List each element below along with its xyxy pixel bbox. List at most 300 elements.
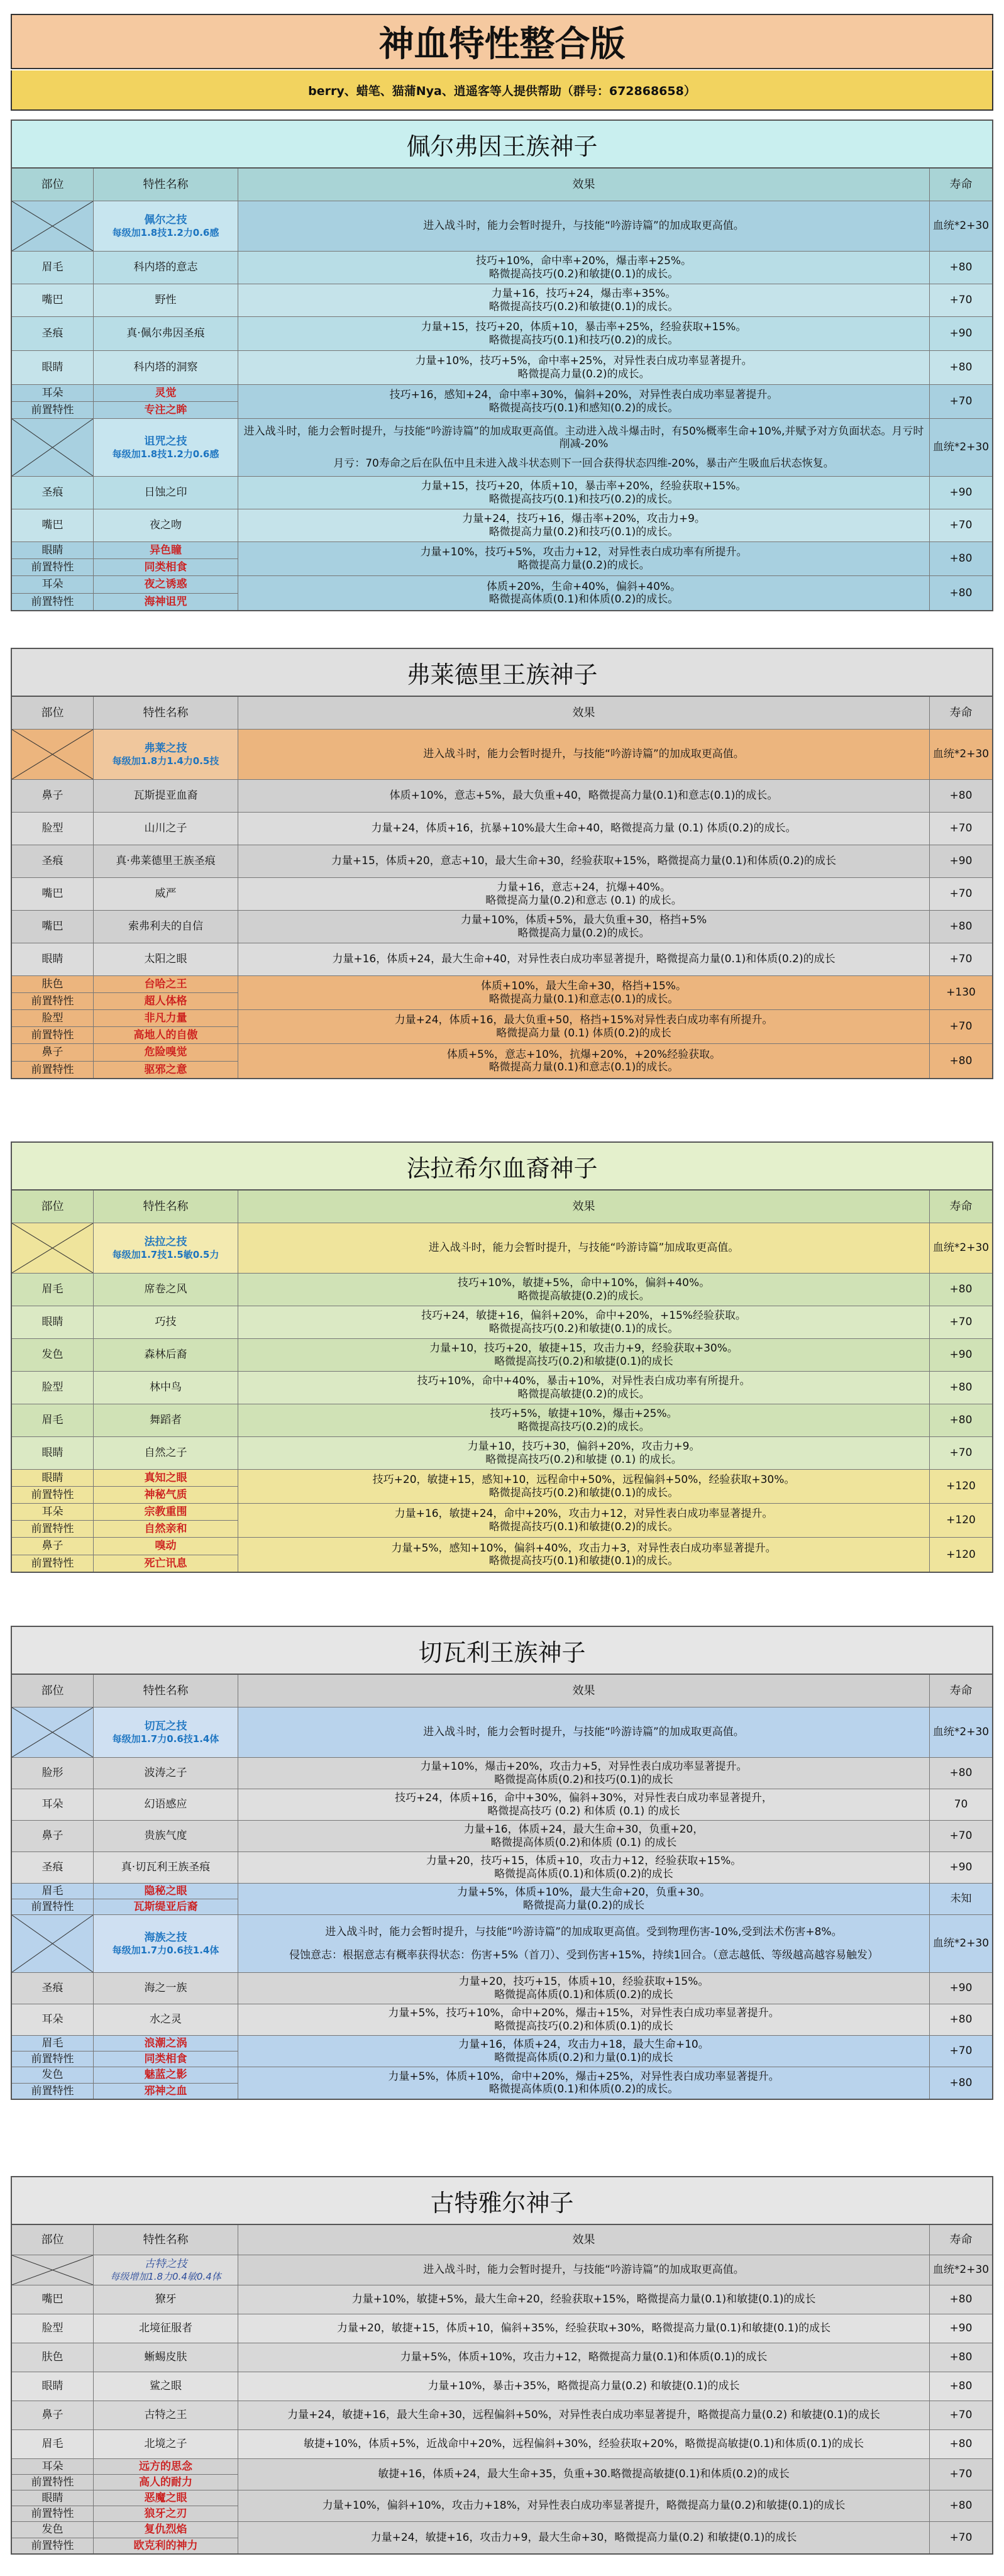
position-label: 前置特性 <box>12 401 93 418</box>
table-row <box>12 1372 992 1404</box>
position-label: 眼睛 <box>41 2491 63 2504</box>
effect-line: 力量+16，意志+24，抗爆+40%。 <box>497 881 671 894</box>
lifespan-value: +80 <box>949 2293 973 2306</box>
row-position: 耳朵 <box>12 2004 94 2035</box>
row-position-empty <box>12 201 94 251</box>
trait-name <box>94 2522 238 2553</box>
effect-line: 略微提高力量(0.2)的成长。 <box>517 558 650 572</box>
column-header-row <box>12 697 992 730</box>
skill-name: 古特之技 <box>144 2258 187 2271</box>
trait-effect <box>238 1010 930 1043</box>
cross-mark-icon <box>12 1223 93 1273</box>
position-label: 前置特性 <box>12 992 93 1009</box>
table-row <box>12 1010 992 1044</box>
skill-growth: 每级增加1.8力0.4敏0.4体 <box>110 2270 221 2282</box>
trait-name-label: 危险嗅觉 <box>144 1046 187 1059</box>
table-row <box>12 509 992 542</box>
table-row <box>12 1758 992 1789</box>
lifespan-value: +80 <box>949 2380 973 2393</box>
row-position-empty <box>12 730 94 779</box>
effect-line: 力量+24，体质+16，最大负重+50，格挡+15%对异性表白成功率有所提升。 <box>394 1014 773 1027</box>
section-title: 切瓦利王族神子 <box>12 1627 992 1675</box>
effect-line: 力量+10%，爆击+20%，攻击力+5，对异性表白成功率显著提升。 <box>420 1760 747 1774</box>
position-label: 眼睛 <box>41 543 63 557</box>
trait-name-label: 魅蓝之影 <box>144 2068 187 2082</box>
lifespan-value: +70 <box>949 294 973 307</box>
lifespan-value: +70 <box>949 2468 973 2481</box>
row-position: 鼻子 <box>12 780 94 812</box>
section-4 <box>11 1626 993 2100</box>
effect-line: 体质+5%，意志+10%，抗爆+20%，+20%经验获取。 <box>446 1048 721 1061</box>
trait-effect <box>238 2372 930 2401</box>
row-position <box>12 1470 94 1503</box>
row-position <box>12 1010 94 1043</box>
row-position: 圣痕 <box>12 1973 94 2004</box>
row-position: 耳朵 <box>12 1789 94 1820</box>
header-position: 部位 <box>12 169 94 201</box>
trait-name: 古特之王 <box>94 2401 238 2429</box>
effect-line: 力量+20，技巧+15，体质+10，经验获取+15%。 <box>458 1975 709 1989</box>
lifespan-value: 70 <box>954 1798 968 1811</box>
bloodline-skill <box>94 2255 238 2285</box>
trait-effect <box>238 477 930 509</box>
effect-line: 略微提高技巧(0.1)和敏捷(0.2)的成长。 <box>488 1520 679 1533</box>
trait-name: 自然之子 <box>94 1437 238 1469</box>
effect-line: 进入战斗时，能力会暂时提升，与技能“吟游诗篇”的加成取更高值。主动进入战斗爆击时，有50%概率生命+10%,并赋予对方负面状态。月亏时削减-20% <box>243 425 924 451</box>
section-title: 法拉希尔血裔神子 <box>12 1143 992 1191</box>
trait-name: 水之灵 <box>94 2004 238 2035</box>
trait-effect <box>238 2314 930 2343</box>
header-position: 部位 <box>12 2225 94 2255</box>
row-position: 嘴巴 <box>12 911 94 943</box>
table-row <box>12 813 992 845</box>
position-label: 发色 <box>41 2068 63 2082</box>
effect-line: 技巧+10%，命中率+20%，爆击率+25%。 <box>475 255 692 268</box>
table-row <box>12 317 992 351</box>
trait-name: 真·佩尔弗因圣痕 <box>94 317 238 350</box>
skill-name: 法拉之技 <box>144 1236 187 1249</box>
table-row <box>12 1339 992 1372</box>
column-header-row <box>12 1675 992 1707</box>
section-2 <box>11 648 993 1079</box>
effect-line: 力量+16，体质+24，最大生命+40，对异性表白成功率显著提升，略微提高力量(0.1)和体质(0.2)的成长 <box>332 953 836 966</box>
row-position-empty <box>12 1223 94 1273</box>
lifespan-value: +80 <box>949 2076 973 2089</box>
row-position: 圣痕 <box>12 845 94 877</box>
lifespan-value: +70 <box>949 2531 973 2544</box>
lifespan-value: +70 <box>949 395 973 408</box>
header-position: 部位 <box>12 1675 94 1707</box>
lifespan-value: 血统*2+30 <box>932 748 990 761</box>
trait-name: 波涛之子 <box>94 1758 238 1789</box>
bloodline-skill <box>94 201 238 251</box>
effect-line: 敏捷+10%，体质+5%，近战命中+20%，远程偏斜+30%，经验获取+20%，略微提高敏捷(0.1)和体质(0.1)的成长 <box>304 2438 864 2451</box>
row-position-empty <box>12 419 94 476</box>
table-row <box>12 1852 992 1884</box>
trait-effect <box>238 1884 930 1914</box>
trait-name: 北境征服者 <box>94 2314 238 2343</box>
lifespan-value: +70 <box>949 519 973 532</box>
trait-name <box>94 1044 238 1078</box>
effect-line: 略微提高力量(0.2)和技巧(0.1)的成长。 <box>488 525 679 538</box>
effect-line: 略微提高体质(0.2)和力量(0.1)的成长 <box>494 2051 673 2064</box>
effect-line: 力量+15，技巧+20，体质+10，暴击率+20%，经验获取+15%。 <box>421 480 747 493</box>
effect-line: 力量+20，敏捷+15，体质+10，偏斜+35%，经验获取+30%，略微提高力量(0.1)和敏捷(0.1)的成长 <box>336 2322 831 2335</box>
position-label: 鼻子 <box>41 1540 63 1553</box>
table-row <box>12 1470 992 1504</box>
position-label: 耳朵 <box>41 386 63 399</box>
trait-name <box>94 2490 238 2521</box>
effect-line: 略微提高敏捷(0.2)的成长。 <box>517 1387 650 1401</box>
row-position: 脸型 <box>12 813 94 845</box>
trait-effect <box>238 2459 930 2490</box>
trait-effect <box>238 2522 930 2553</box>
table-row <box>12 351 992 385</box>
trait-effect <box>238 2343 930 2372</box>
bloodline-skill <box>94 730 238 779</box>
row-position: 眼睛 <box>12 2372 94 2401</box>
trait-effect <box>238 2285 930 2314</box>
trait-effect <box>238 317 930 350</box>
effect-line: 力量+24，敏捷+16，攻击力+9，最大生命+30，略微提高力量(0.2) 和敏捷(0.1)的成长 <box>370 2531 797 2544</box>
cross-mark-icon <box>12 2255 93 2285</box>
trait-effect <box>238 1274 930 1306</box>
trait-effect <box>238 780 930 812</box>
effect-line: 略微提高力量(0.2)的成长 <box>522 1899 645 1912</box>
effect-line: 略微提高体质(0.2)和技巧(0.1)的成长 <box>494 1773 673 1786</box>
row-position <box>12 1538 94 1572</box>
row-position <box>12 1884 94 1914</box>
effect-line: 技巧+16，感知+24，命中率+30%，偏斜+20%，对异性表白成功率显著提升。 <box>389 389 778 402</box>
effect-line: 力量+20，技巧+15，体质+10，攻击力+12，经验获取+15%。 <box>426 1855 742 1868</box>
credits-line: berry、蜡笔、猫蒲Nya、逍遥客等人提供帮助（群号：672868658） <box>11 70 993 111</box>
table-row <box>12 1274 992 1306</box>
trait-effect <box>238 1437 930 1469</box>
section-1 <box>11 119 993 611</box>
row-position-empty <box>12 1707 94 1757</box>
prerequisite-trait: 欧克利的神力 <box>94 2538 238 2554</box>
effect-line: 技巧+24，体质+16，命中+30%，偏斜+30%，对异性表白成功率显著提升， <box>395 1792 773 1805</box>
lifespan-value: 血统*2+30 <box>932 1726 990 1739</box>
effect-line: 技巧+10%，命中+40%，暴击+10%，对异性表白成功率有所提升。 <box>417 1375 751 1388</box>
effect-line: 进入战斗时，能力会暂时提升，与技能“吟游诗篇”加成取更高值。 <box>428 1241 739 1255</box>
column-header-row <box>12 1191 992 1223</box>
effect-line: 力量+15，体质+20，意志+10，最大生命+30，经验获取+15%，略微提高力量(0.1)和体质(0.2)的成长 <box>331 855 837 868</box>
position-label: 前置特性 <box>12 593 93 611</box>
trait-name <box>94 1538 238 1572</box>
header-effect: 效果 <box>238 169 930 201</box>
effect-line: 力量+24，体质+16，抗暴+10%最大生命+40，略微提高力量 (0.1) 体质(0.2)的成长。 <box>371 822 797 835</box>
effect-line: 略微提高技巧(0.2)和敏捷(0.1)的成长 <box>494 1355 673 1368</box>
table-row <box>12 878 992 911</box>
trait-name: 野性 <box>94 284 238 316</box>
lifespan-value: +80 <box>949 2351 973 2364</box>
lifespan-value: 血统*2+30 <box>932 441 990 454</box>
trait-name: 鲨之眼 <box>94 2372 238 2401</box>
column-header-row <box>12 2225 992 2255</box>
lifespan-value: +90 <box>949 1982 973 1995</box>
table-row <box>12 1437 992 1470</box>
trait-name <box>94 576 238 610</box>
header-lifespan: 寿命 <box>949 2233 973 2246</box>
row-position: 脸型 <box>12 1372 94 1404</box>
row-position: 眉毛 <box>12 1274 94 1306</box>
prerequisite-trait: 专注之眸 <box>94 401 238 418</box>
skill-growth: 每级加1.8技1.2力0.6感 <box>112 226 219 238</box>
effect-line: 略微提高技巧(0.2)的成长。 <box>517 1420 650 1433</box>
trait-name: 索弗利夫的自信 <box>94 911 238 943</box>
trait-effect <box>238 730 930 779</box>
effect-line: 略微提高体质(0.1)和体质(0.2)的成长 <box>494 1867 673 1880</box>
trait-name: 北境之子 <box>94 2430 238 2458</box>
lifespan-value: +80 <box>949 586 973 599</box>
lifespan-value: +90 <box>949 1348 973 1362</box>
trait-effect <box>238 1821 930 1852</box>
effect-line: 力量+16，体质+24，攻击力+18，最大生命+10。 <box>458 2038 709 2051</box>
header-effect: 效果 <box>238 697 930 729</box>
row-position: 鼻子 <box>12 1821 94 1852</box>
cross-mark-icon <box>12 1915 93 1972</box>
position-label: 前置特性 <box>12 1026 93 1043</box>
lifespan-value: +70 <box>949 822 973 835</box>
bloodline-skill <box>94 1707 238 1757</box>
table-row <box>12 2314 992 2343</box>
effect-line: 略微提高技巧(0.1)和敏捷(0.1)的成长。 <box>488 1555 679 1567</box>
lifespan-value: +90 <box>949 855 973 868</box>
effect-line: 力量+24，敏捷+16，最大生命+30，远程偏斜+50%，对异性表白成功率显著提升，略微提高力量(0.2) 和敏捷(0.1)的成长 <box>287 2409 880 2422</box>
trait-effect <box>238 419 930 476</box>
row-position <box>12 2036 94 2067</box>
effect-line: 进入战斗时，能力会暂时提升，与技能“吟游诗篇”的加成取更高值。 <box>423 1726 744 1739</box>
trait-name <box>94 976 238 1009</box>
table-row <box>12 419 992 477</box>
row-position: 眉毛 <box>12 1404 94 1436</box>
prerequisite-trait: 自然亲和 <box>94 1520 238 1537</box>
row-position: 肤色 <box>12 2343 94 2372</box>
lifespan-value: +70 <box>949 953 973 966</box>
trait-effect <box>238 911 930 943</box>
skill-growth: 每级加1.8技1.2力0.6感 <box>112 448 219 460</box>
effect-line: 略微提高体质(0.1)和体质(0.2)的成长。 <box>488 593 679 606</box>
prerequisite-trait: 邪神之血 <box>94 2083 238 2099</box>
bloodline-skill <box>94 1915 238 1972</box>
bloodline-skill <box>94 419 238 476</box>
row-position: 眼睛 <box>12 943 94 975</box>
header-trait-name: 特性名称 <box>94 169 238 201</box>
effect-line: 略微提高力量(0.1)和意志(0.1)的成长。 <box>488 992 679 1006</box>
header-lifespan: 寿命 <box>949 706 973 719</box>
lifespan-value: 未知 <box>950 1892 972 1906</box>
effect-line: 略微提高技巧(0.2)和敏捷(0.1)的成长。 <box>488 300 679 313</box>
position-label: 前置特性 <box>12 1061 93 1079</box>
trait-effect <box>238 284 930 316</box>
header-position: 部位 <box>12 1191 94 1223</box>
prerequisite-trait: 驱邪之意 <box>94 1061 238 1079</box>
trait-effect <box>238 2067 930 2099</box>
lifespan-value: +80 <box>949 261 973 274</box>
trait-name <box>94 1470 238 1503</box>
table-row <box>12 1306 992 1339</box>
table-row <box>12 1973 992 2004</box>
trait-effect <box>238 576 930 610</box>
trait-effect <box>238 1223 930 1273</box>
skill-name: 诅咒之技 <box>144 435 187 448</box>
effect-line: 进入战斗时，能力会暂时提升，与技能“吟游诗篇”的加成取更高值。 <box>423 748 744 761</box>
trait-effect <box>238 351 930 384</box>
effect-line: 体质+10%，意志+5%，最大负重+40，略微提高力量(0.1)和意志(0.1)的成长。 <box>389 789 778 802</box>
lifespan-value: 血统*2+30 <box>932 1241 990 1255</box>
trait-name <box>94 385 238 418</box>
table-row <box>12 1789 992 1821</box>
row-position <box>12 542 94 575</box>
lifespan-value: +90 <box>949 327 973 340</box>
table-row <box>12 284 992 317</box>
section-5 <box>11 2176 993 2555</box>
effect-line: 略微提高技巧(0.2)和体质(0.1)的成长 <box>494 2019 673 2033</box>
row-position <box>12 976 94 1009</box>
table-row <box>12 1884 992 1915</box>
lifespan-value: +120 <box>946 1480 976 1493</box>
effect-line: 力量+5%，体质+10%，攻击力+12，略微提高力量(0.1)和体质(0.1)的成长 <box>400 2351 768 2364</box>
effect-line: 略微提高技巧(0.2)和敏捷(0.1)的成长。 <box>488 1486 679 1499</box>
table-row <box>12 2372 992 2401</box>
lifespan-value: +80 <box>949 1054 973 1067</box>
effect-line: 力量+16，敏捷+24，命中+20%，攻击力+12，对异性表白成功率显著提升。 <box>394 1507 773 1521</box>
lifespan-value: +90 <box>949 2322 973 2335</box>
effect-line: 进入战斗时，能力会暂时提升，与技能“吟游诗篇”的加成取更高值。 <box>423 219 744 233</box>
trait-name: 日蚀之印 <box>94 477 238 509</box>
prerequisite-trait: 高人的耐力 <box>94 2474 238 2490</box>
skill-growth: 每级加1.7力0.6技1.4体 <box>112 1733 219 1745</box>
row-position: 脸型 <box>12 2314 94 2343</box>
effect-line: 月亏：70寿命之后在队伍中且未进入战斗状态则下一回合获得状态四维-20%，暴击产生吸血后状态恢复。 <box>333 457 834 470</box>
header-lifespan: 寿命 <box>949 177 973 191</box>
lifespan-value: +80 <box>949 2499 973 2512</box>
lifespan-value: +80 <box>949 920 973 933</box>
lifespan-value: +90 <box>949 1861 973 1874</box>
table-row <box>12 2036 992 2067</box>
trait-name: 海之一族 <box>94 1973 238 2004</box>
cross-mark-icon <box>12 730 93 779</box>
trait-name-label: 复仇烈焰 <box>144 2523 187 2536</box>
effect-line: 略微提高体质(0.1)和体质(0.2)的成长。 <box>488 2083 679 2096</box>
position-label: 前置特性 <box>12 1555 93 1572</box>
table-row <box>12 2490 992 2522</box>
row-position: 脸形 <box>12 1758 94 1789</box>
lifespan-value: +70 <box>949 2409 973 2422</box>
table-row <box>12 2401 992 2430</box>
effect-line: 力量+5%，技巧+10%，命中+20%，爆击+15%，对异性表白成功率显著提升。 <box>388 2007 780 2020</box>
effect-line: 技巧+20，敏捷+15，感知+10，远程命中+50%，远程偏斜+50%，经验获取+30%。 <box>372 1474 795 1487</box>
table-row <box>12 385 992 419</box>
lifespan-value: +70 <box>949 2045 973 2058</box>
lifespan-value: +130 <box>946 986 976 999</box>
header-trait-name: 特性名称 <box>94 2225 238 2255</box>
prerequisite-trait: 超人体格 <box>94 992 238 1009</box>
trait-name: 真·切瓦利王族圣痕 <box>94 1852 238 1883</box>
cross-mark-icon <box>12 201 93 251</box>
effect-line: 技巧+5%，敏捷+10%，爆击+25%。 <box>490 1407 678 1421</box>
main-title: 神血特性整合版 <box>11 14 993 69</box>
header-effect: 效果 <box>238 1191 930 1223</box>
table-row <box>12 1404 992 1437</box>
row-position-empty <box>12 1915 94 1972</box>
section-title: 古特雅尔神子 <box>12 2177 992 2225</box>
position-label: 前置特性 <box>12 1899 93 1914</box>
header-trait-name: 特性名称 <box>94 1191 238 1223</box>
trait-name <box>94 1884 238 1914</box>
effect-line: 力量+10%，技巧+5%，攻击力+12，对异性表白成功率有所提升。 <box>420 546 747 559</box>
effect-line: 略微提高力量(0.2)的成长。 <box>517 367 650 380</box>
lifespan-value: +70 <box>949 1829 973 1843</box>
row-position: 眉毛 <box>12 2430 94 2458</box>
row-position: 眼睛 <box>12 1306 94 1338</box>
table-row <box>12 2430 992 2459</box>
skill-growth: 每级加1.8力1.4力0.5技 <box>112 755 219 767</box>
trait-effect <box>238 542 930 575</box>
cross-mark-icon <box>12 1707 93 1757</box>
trait-name: 科内塔的洞察 <box>94 351 238 384</box>
row-position: 发色 <box>12 1339 94 1371</box>
trait-name-label: 异色瞳 <box>150 543 182 557</box>
row-position: 圣痕 <box>12 1852 94 1883</box>
trait-effect <box>238 2430 930 2458</box>
trait-name-label: 夜之诱惑 <box>144 578 187 591</box>
effect-line: 技巧+24，敏捷+16，偏斜+20%，命中+20%，+15%经验获取。 <box>421 1309 746 1323</box>
row-position: 鼻子 <box>12 2401 94 2429</box>
lifespan-value: +80 <box>949 1414 973 1427</box>
trait-effect <box>238 1538 930 1572</box>
prerequisite-trait: 同类相食 <box>94 558 238 575</box>
effect-line: 力量+5%，感知+10%，偏斜+40%，攻击力+3，对异性表白成功率显著提升。 <box>391 1541 776 1555</box>
lifespan-value: +80 <box>949 2438 973 2451</box>
trait-name-label: 宗教重围 <box>144 1505 187 1518</box>
table-row <box>12 2004 992 2036</box>
row-position <box>12 1044 94 1078</box>
effect-line: 力量+16，体质+24，最大生命+30，负重+20， <box>463 1823 704 1836</box>
lifespan-value: +90 <box>949 486 973 499</box>
header-trait-name: 特性名称 <box>94 697 238 729</box>
lifespan-value: +120 <box>946 1548 976 1561</box>
trait-effect <box>238 1404 930 1436</box>
table-row <box>12 1915 992 1973</box>
trait-effect <box>238 1973 930 2004</box>
trait-effect <box>238 943 930 975</box>
table-row <box>12 1223 992 1274</box>
table-row <box>12 2255 992 2285</box>
skill-name: 切瓦之技 <box>144 1720 187 1733</box>
lifespan-value: +80 <box>949 2013 973 2026</box>
position-label: 前置特性 <box>12 2051 93 2067</box>
trait-effect <box>238 509 930 541</box>
effect-line: 敏捷+16，体质+24，最大生命+35，负重+30.略微提高敏捷(0.1)和体质(0.2)的成长 <box>378 2468 790 2481</box>
lifespan-value: +70 <box>949 1446 973 1460</box>
trait-effect <box>238 252 930 284</box>
position-label: 耳朵 <box>41 578 63 591</box>
row-position: 眼睛 <box>12 351 94 384</box>
position-label: 眉毛 <box>41 1884 63 1897</box>
table-row <box>12 730 992 780</box>
trait-name: 舞蹈者 <box>94 1404 238 1436</box>
effect-line: 略微提高力量(0.1)和意志(0.1)的成长。 <box>488 1061 679 1074</box>
effect-line: 略微提高力量(0.2)和意志 (0.1) 的成长。 <box>485 894 682 907</box>
lifespan-value: +80 <box>949 789 973 802</box>
trait-effect <box>238 813 930 845</box>
lifespan-value: +80 <box>949 1767 973 1780</box>
trait-name <box>94 2067 238 2099</box>
effect-line: 略微提高技巧(0.1)和技巧(0.2)的成长。 <box>488 333 679 347</box>
row-position <box>12 576 94 610</box>
